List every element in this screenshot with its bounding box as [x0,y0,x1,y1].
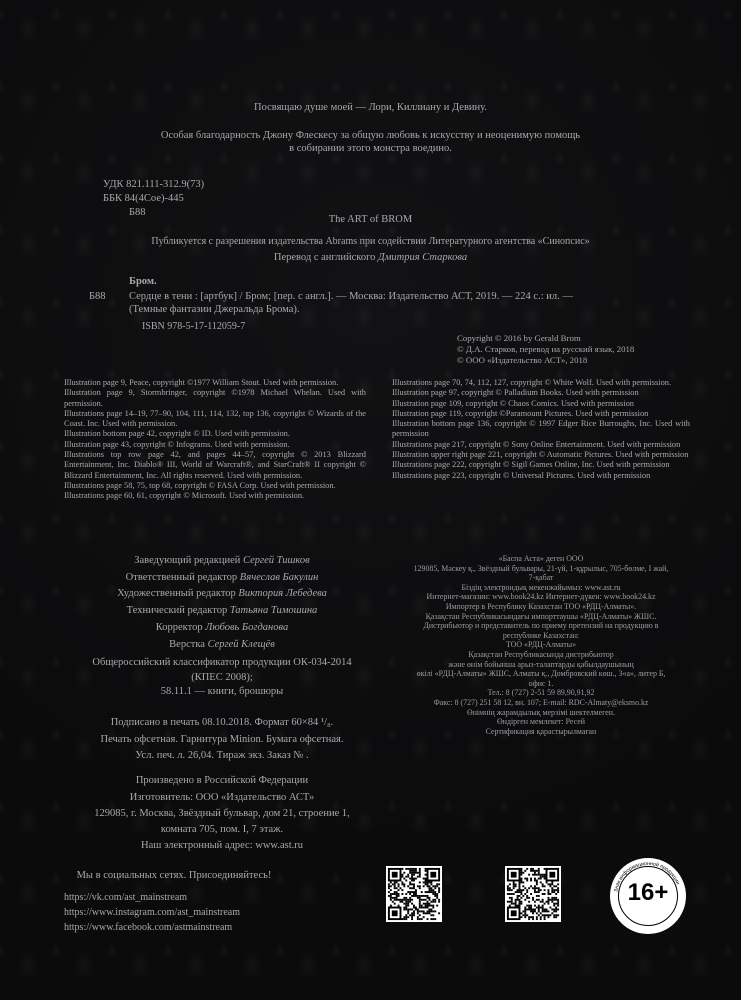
udk-code: УДК 821.111-312.9(73) [103,179,205,190]
translator-name: Дмитрия Старкова [378,252,468,263]
age-rating-value: 16+ [627,879,669,906]
author-name: Бром. [129,276,157,287]
age-rating-ring-text: Знак информационной продукции [613,860,681,893]
illustration-credit: Illustration bottom page 136, copyright © 1997 Edger Rice Burroughs, Inc. Used with permission [392,419,690,439]
staff-name: Сергей Тишков [243,555,310,566]
isbn: ISBN 978-5-17-112059-7 [142,321,246,332]
translation-credit [0,251,741,264]
made-in: Произведено в Российской Федерации [135,775,309,786]
distribution-line: республике Казахстан: [502,630,580,640]
staff-role: Корректор [155,621,206,633]
distribution-line: ТОО «РДЦ-Алматы» [505,640,577,650]
distribution-line: Дистрибьютор и представитель по приему претензий на продукцию в [423,621,659,631]
distribution-line: Тел.: 8 (727) 2-51 59 89,90,91,92 [487,688,595,698]
distribution-line: және өнім бойынша арыз-талаптарды қабылдаушының [448,659,634,669]
acknowledgement-line: Особая благодарность Джону Флескесу за общую любовь к искусству и неоценимую помощь [160,130,581,141]
copyright-block [457,333,634,366]
kazakhstan-distribution-block [386,554,696,736]
manufacturer-block [78,790,366,854]
social-links [64,891,240,935]
staff-line [78,620,366,637]
acknowledgement-line: в собирании этого монстра воедино. [289,143,452,154]
illustration-credit: Illustration bottom page 42, copyright © ID. Used with permission. [64,429,290,439]
staff-line [78,603,366,620]
illustration-credit: Illustrations page 14–19, 77–90, 104, 111, 114, 132, top 136, copyright © Wizards of the Coast. Inc. Used with permission. [64,408,366,429]
staff-line [78,570,366,587]
product-classifier [78,656,366,700]
illustration-credits-left [64,378,366,502]
bibliographic-line: Сердце в тени : [артбук] / Бром; [пер. с англ.]. — Москва: Издательство АСТ, 2019. — 224 с.: ил. — [129,291,573,302]
social-link-instagram[interactable]: https://www.instagram.com/ast_mainstream [64,906,240,918]
staff-name: Сергей Клещёв [207,638,275,650]
social-networks-title: Мы в социальных сетях. Присоединяйтесь! [76,870,272,881]
editorial-staff [78,553,366,653]
distribution-line: 7-қабат [528,573,554,583]
illustration-credit: Illustration page 9, Stormbringer, copyright ©1978 Michael Whelan. Used with permission. [64,388,366,408]
author-mark: Б88 [89,291,106,302]
distribution-line: Біздің электрондық мекенжайымыз: www.ast.ru [461,582,621,592]
distribution-line: Қазақстан Республикасындағы импорттаушы «РДЦ-Алматы» ЖШС. [425,611,657,621]
staff-name: Татьяна Тимошина [229,605,318,617]
distribution-line: «Баспа Аста» деген ООО [498,554,584,563]
staff-role: Верстка [169,638,208,650]
distribution-line: Интернет-магазин: www.book24.kz Интернет-дүкен: www.book24.kz [426,592,656,602]
print-line: Печать офсетная. Гарнитура Minion. Бумага офсетная. [100,733,344,745]
copyright-line: © Д.А. Старков, перевод на русский язык, 2018 [457,344,635,354]
translation-prefix: Перевод с английского [273,252,379,263]
illustration-credit: Illustration page 119, copyright ©Paramount Pictures. Used with permission [392,408,649,418]
qr-code-icon[interactable] [386,866,442,922]
illustration-credit: Illustrations page 222, copyright © Sigil Games Online, Inc. Used with permission [392,460,670,470]
acknowledgement [0,129,741,155]
classifier-line: Общероссийский классификатор продукции ОК-034-2014 [92,657,352,668]
copyright-line: © ООО «Издательство АСТ», 2018 [457,355,588,365]
distribution-line: офис 1. [528,678,554,688]
illustration-credits-right [392,378,690,481]
illustration-credit: Illustrations top row page 42, and pages 44–57, copyright © 2013 Blizzard Entertainment, Inc. Diablo® III, World of Warcraft®, and StarCraft® II copyright © Blizzard Entertainment, Inc. All rights reserved. Used with permission. [64,450,366,480]
illustration-credit: Illustration page 43, copyright © Infograms. Used with permission. [64,439,290,449]
dedication: Посвящаю душе моей — Лори, Киллиану и Девину. [254,102,487,113]
bbk-code: ББК 84(4Сое)-445 [103,193,184,204]
manufacturer-line: Наш электронный адрес: www.ast.ru [141,840,303,851]
bibliographic-line: (Темные фантазии Джеральда Брома). [129,304,300,315]
illustration-credit: Illustrations page 60, 61, copyright © Microsoft. Used with permission. [64,491,305,501]
illustration-credit: Illustrations page 70, 74, 112, 127, copyright © White Wolf. Used with permission. [392,378,672,387]
print-line: Подписано в печать 08.10.2018. Формат 60×84 ¹/₈. [110,717,334,728]
illustration-credit: Illustrations page 58, 75, top 68, copyright © FASA Corp. Used with permission. [64,480,336,490]
staff-role: Технический редактор [126,605,230,617]
print-details [78,715,366,765]
staff-name: Виктория Лебедева [238,588,327,600]
qr-code-icon[interactable] [505,866,561,922]
distribution-line: Факс: 8 (727) 251 58 12, вн. 107; E-mail: RDC-Almaty@eksmo.kz [433,697,649,707]
illustration-credit: Illustrations page 223, copyright © Universal Pictures. Used with permission [392,470,651,480]
distribution-line: Сертификация қарастырылмаған [485,726,597,736]
print-line: Усл. печ. л. 26,04. Тираж экз. Заказ № . [135,750,309,761]
distribution-line: өкілі «РДЦ-Алматы» ЖШС, Алматы қ., Домбровский көш., 3«а», литер Б, [416,669,666,679]
distribution-line: 129085, Мәскеу қ., Звёздный бульвары, 21-үй, 1-құрылыс, 705-бөлме, I жай, [413,563,669,573]
manufacturer-line: комната 705, пом. I, 7 этаж. [160,824,284,835]
social-link-vk[interactable]: https://vk.com/ast_mainstream [64,892,188,903]
illustration-credit: Illustration page 97, copyright © Palladium Books. Used with permission [392,388,639,398]
manufacturer-line: Изготовитель: ООО «Издательство АСТ» [129,792,315,803]
author-mark-code: Б88 [129,207,146,218]
staff-role: Ответственный редактор [125,571,240,583]
staff-name: Вячеслав Бакулин [239,571,319,583]
original-title: The ART of BROM [328,214,413,225]
distribution-line: Өнімнің жарамдылық мерзімі шектелмеген. [467,707,615,717]
distribution-line: Өндірген мемлекет: Ресей [497,717,585,727]
publication-permission: Публикуется с разрешения издательства Abrams при содействии Литературного агентства «Синопсис» [151,236,590,247]
distribution-line: Қазақстан Республикасында дистрибьютор [468,649,614,659]
illustration-credit: Illustration page 109, copyright © Chaos Comics. Used with permission [392,398,634,408]
classifier-line: 58.11.1 — книги, брошюры [160,686,284,697]
classifier-line: (КПЕС 2008); [191,671,253,683]
distribution-line: Импортер в Республику Казахстан ТОО «РДЦ-Алматы». [445,601,637,611]
staff-line [78,553,366,570]
illustration-credit: Illustrations page 217, copyright © Sony Online Entertainment. Used with permission [392,439,681,449]
illustration-credit: Illustration page 9, Peace, copyright ©1977 William Stout. Used with permission. [64,378,339,387]
staff-role: Художественный редактор [117,588,239,600]
staff-name: Любовь Богданова [205,621,289,633]
staff-line [78,586,366,603]
bibliographic-description [129,290,573,316]
staff-role: Заведующий редакцией [134,555,244,566]
social-link-facebook[interactable]: https://www.facebook.com/astmainstream [64,921,233,933]
copyright-line: Copyright © 2016 by Gerald Brom [457,333,581,343]
illustration-credit: Illustration upper right page 221, copyright © Automatic Pictures. Used with permission [392,450,689,460]
staff-line [78,637,366,654]
age-rating-16-icon [610,858,686,934]
manufacturer-line: 129085, г. Москва, Звёздный бульвар, дом 21, строение 1, [94,808,350,819]
